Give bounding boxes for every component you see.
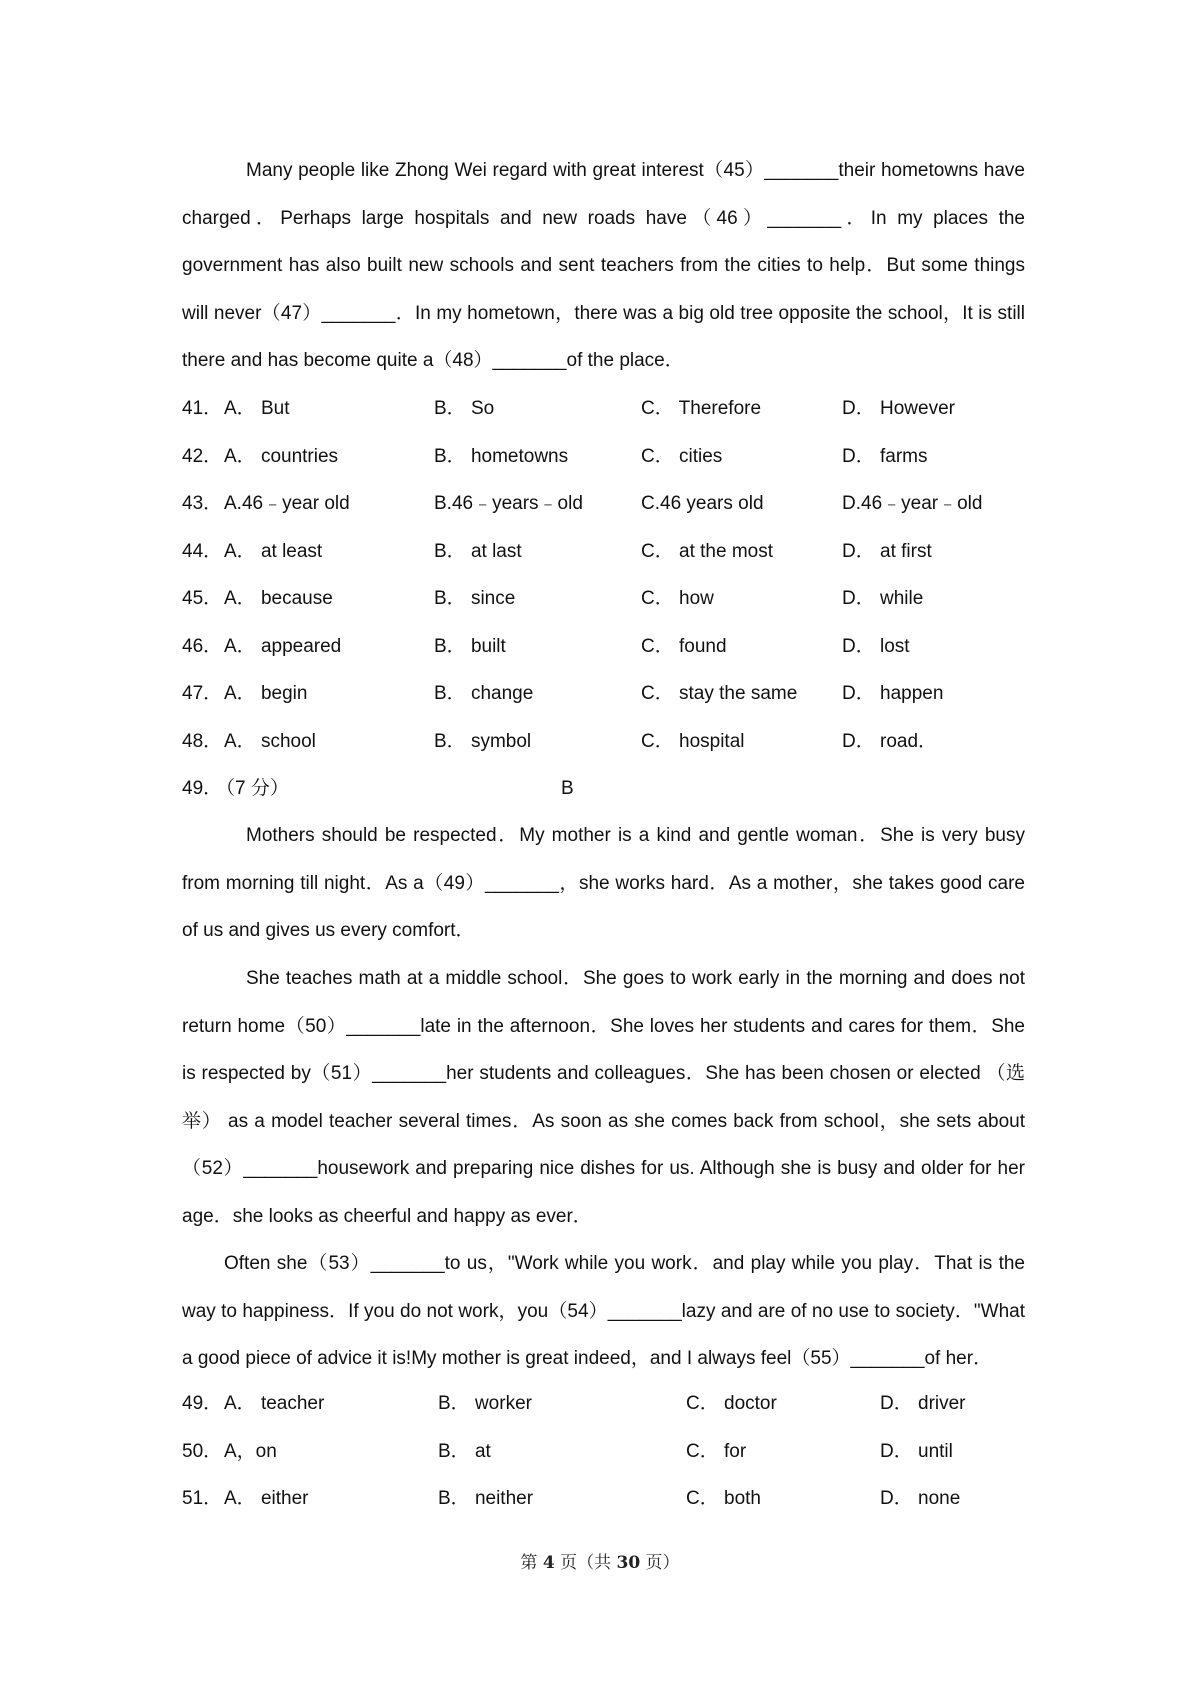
section-b-heading <box>182 765 1025 812</box>
option-number: 51． <box>182 1488 223 1509</box>
option-row <box>182 480 1025 527</box>
option-c: C． cities <box>641 445 723 467</box>
option-d: D． none <box>880 1488 961 1509</box>
score-label: （7 分） <box>216 778 289 799</box>
option-d: D.46﹣year﹣old <box>842 493 983 514</box>
option-d: D． until <box>880 1440 953 1462</box>
option-a: A． But <box>224 398 290 419</box>
option-a: A． teacher <box>224 1393 325 1414</box>
option-d: D． happen <box>842 683 944 704</box>
option-d: D． while <box>842 588 924 609</box>
passage-b-paragraph-3: Often she（53）_______to us，"Work while you work．and play while you play．That is the way to happiness．If you do not work，you（54）_______lazy and are of no use to society．"What a good piece of advice it is!My mother is great indeed，and I always feel（55）_______of her． <box>182 1253 1025 1369</box>
option-b: B． at last <box>434 540 522 562</box>
option-a: A． because <box>224 588 333 609</box>
option-c: C． at the most <box>641 540 773 562</box>
option-number: 50． <box>182 1440 223 1462</box>
option-a: A． countries <box>224 445 339 467</box>
option-row <box>182 1380 1025 1427</box>
option-d: D． driver <box>880 1393 966 1414</box>
option-number: 47． <box>182 683 223 704</box>
footer-prefix: 第 <box>520 1553 543 1573</box>
option-c: C.46 years old <box>641 493 764 514</box>
option-b: B． So <box>434 398 495 419</box>
option-row <box>182 433 1025 480</box>
option-number: 43． <box>182 493 223 514</box>
option-d: D． farms <box>842 445 928 467</box>
option-row <box>182 670 1025 717</box>
option-a: A． either <box>224 1488 309 1509</box>
option-row <box>182 623 1025 670</box>
option-a: A，on <box>224 1440 277 1462</box>
option-row <box>182 718 1025 765</box>
option-d: D． lost <box>842 635 910 657</box>
option-c: C． doctor <box>686 1393 777 1414</box>
passage-b-paragraph-1: Mothers should be respected．My mother is a kind and gentle woman．She is very busy from morning till night．As a（49）_______，she works hard．As a mother，she takes good care of us and gives us every comfort． <box>182 825 1025 941</box>
option-d: D． road． <box>842 730 938 752</box>
option-number: 45． <box>182 588 223 609</box>
passage-b-paragraph-2: She teaches math at a middle school．She goes to work early in the morning and does not return home（50）_______late in the afternoon．She loves her students and cares for them．She is respected by（51）_______her students and colleagues．She has been chosen or elected （选举） as a model teacher several times．As soon as she comes back from school，she sets about （52）_______housework and preparing nice dishes for us. Although she is busy and older for her age．she looks as cheerful and happy as ever． <box>182 968 1025 1227</box>
option-a: A． school <box>224 730 316 752</box>
option-number: 48． <box>182 730 223 752</box>
footer-page-number: 4 <box>542 1553 555 1573</box>
option-c: C． stay the same <box>641 683 798 704</box>
option-row <box>182 575 1025 622</box>
option-number: 42． <box>182 445 223 467</box>
option-a: A． appeared <box>224 635 342 657</box>
option-c: C． found <box>641 635 727 657</box>
option-b: B． change <box>434 683 534 704</box>
option-c: C． Therefore <box>641 398 762 419</box>
option-b: B． neither <box>438 1488 534 1509</box>
option-b: B． built <box>434 635 506 657</box>
option-b: B． since <box>434 588 516 609</box>
section-label: B <box>561 778 574 799</box>
option-number: 41． <box>182 398 223 419</box>
footer-suffix: 页） <box>640 1553 680 1573</box>
option-row <box>182 1475 1025 1522</box>
option-c: C． both <box>686 1488 761 1509</box>
option-b: B． at <box>438 1440 491 1462</box>
page-footer <box>0 1548 1200 1573</box>
footer-middle: 页（共 <box>554 1553 617 1573</box>
option-c: C． how <box>641 588 714 609</box>
option-row <box>182 1428 1025 1475</box>
option-a: A.46﹣year old <box>224 493 350 514</box>
option-a: A． at least <box>224 540 323 562</box>
option-row <box>182 528 1025 575</box>
option-b: B． symbol <box>434 730 532 752</box>
option-b: B． hometowns <box>434 445 569 467</box>
option-b: B． worker <box>438 1393 532 1414</box>
option-c: C． hospital <box>641 730 745 752</box>
option-c: C． for <box>686 1440 747 1462</box>
option-d: D． at first <box>842 540 932 562</box>
passage-a-paragraph: Many people like Zhong Wei regard with great interest（45）_______their hometowns have charged．Perhaps large hospitals and new roads have（46）_______．In my places the government has also built new schools and sent teachers from the cities to help．But some things will never（47）_______．In my hometown，there was a big old tree opposite the school，It is still there and has become quite a（48）_______of the place． <box>182 160 1025 371</box>
option-a: A． begin <box>224 683 308 704</box>
footer-total-pages: 30 <box>616 1553 641 1573</box>
option-row <box>182 385 1025 432</box>
question-number: 49． <box>182 778 223 799</box>
option-b: B.46﹣years﹣old <box>434 493 583 514</box>
option-number: 44． <box>182 540 223 562</box>
option-number: 49． <box>182 1393 223 1414</box>
option-number: 46． <box>182 635 223 657</box>
option-d: D． However <box>842 398 955 419</box>
